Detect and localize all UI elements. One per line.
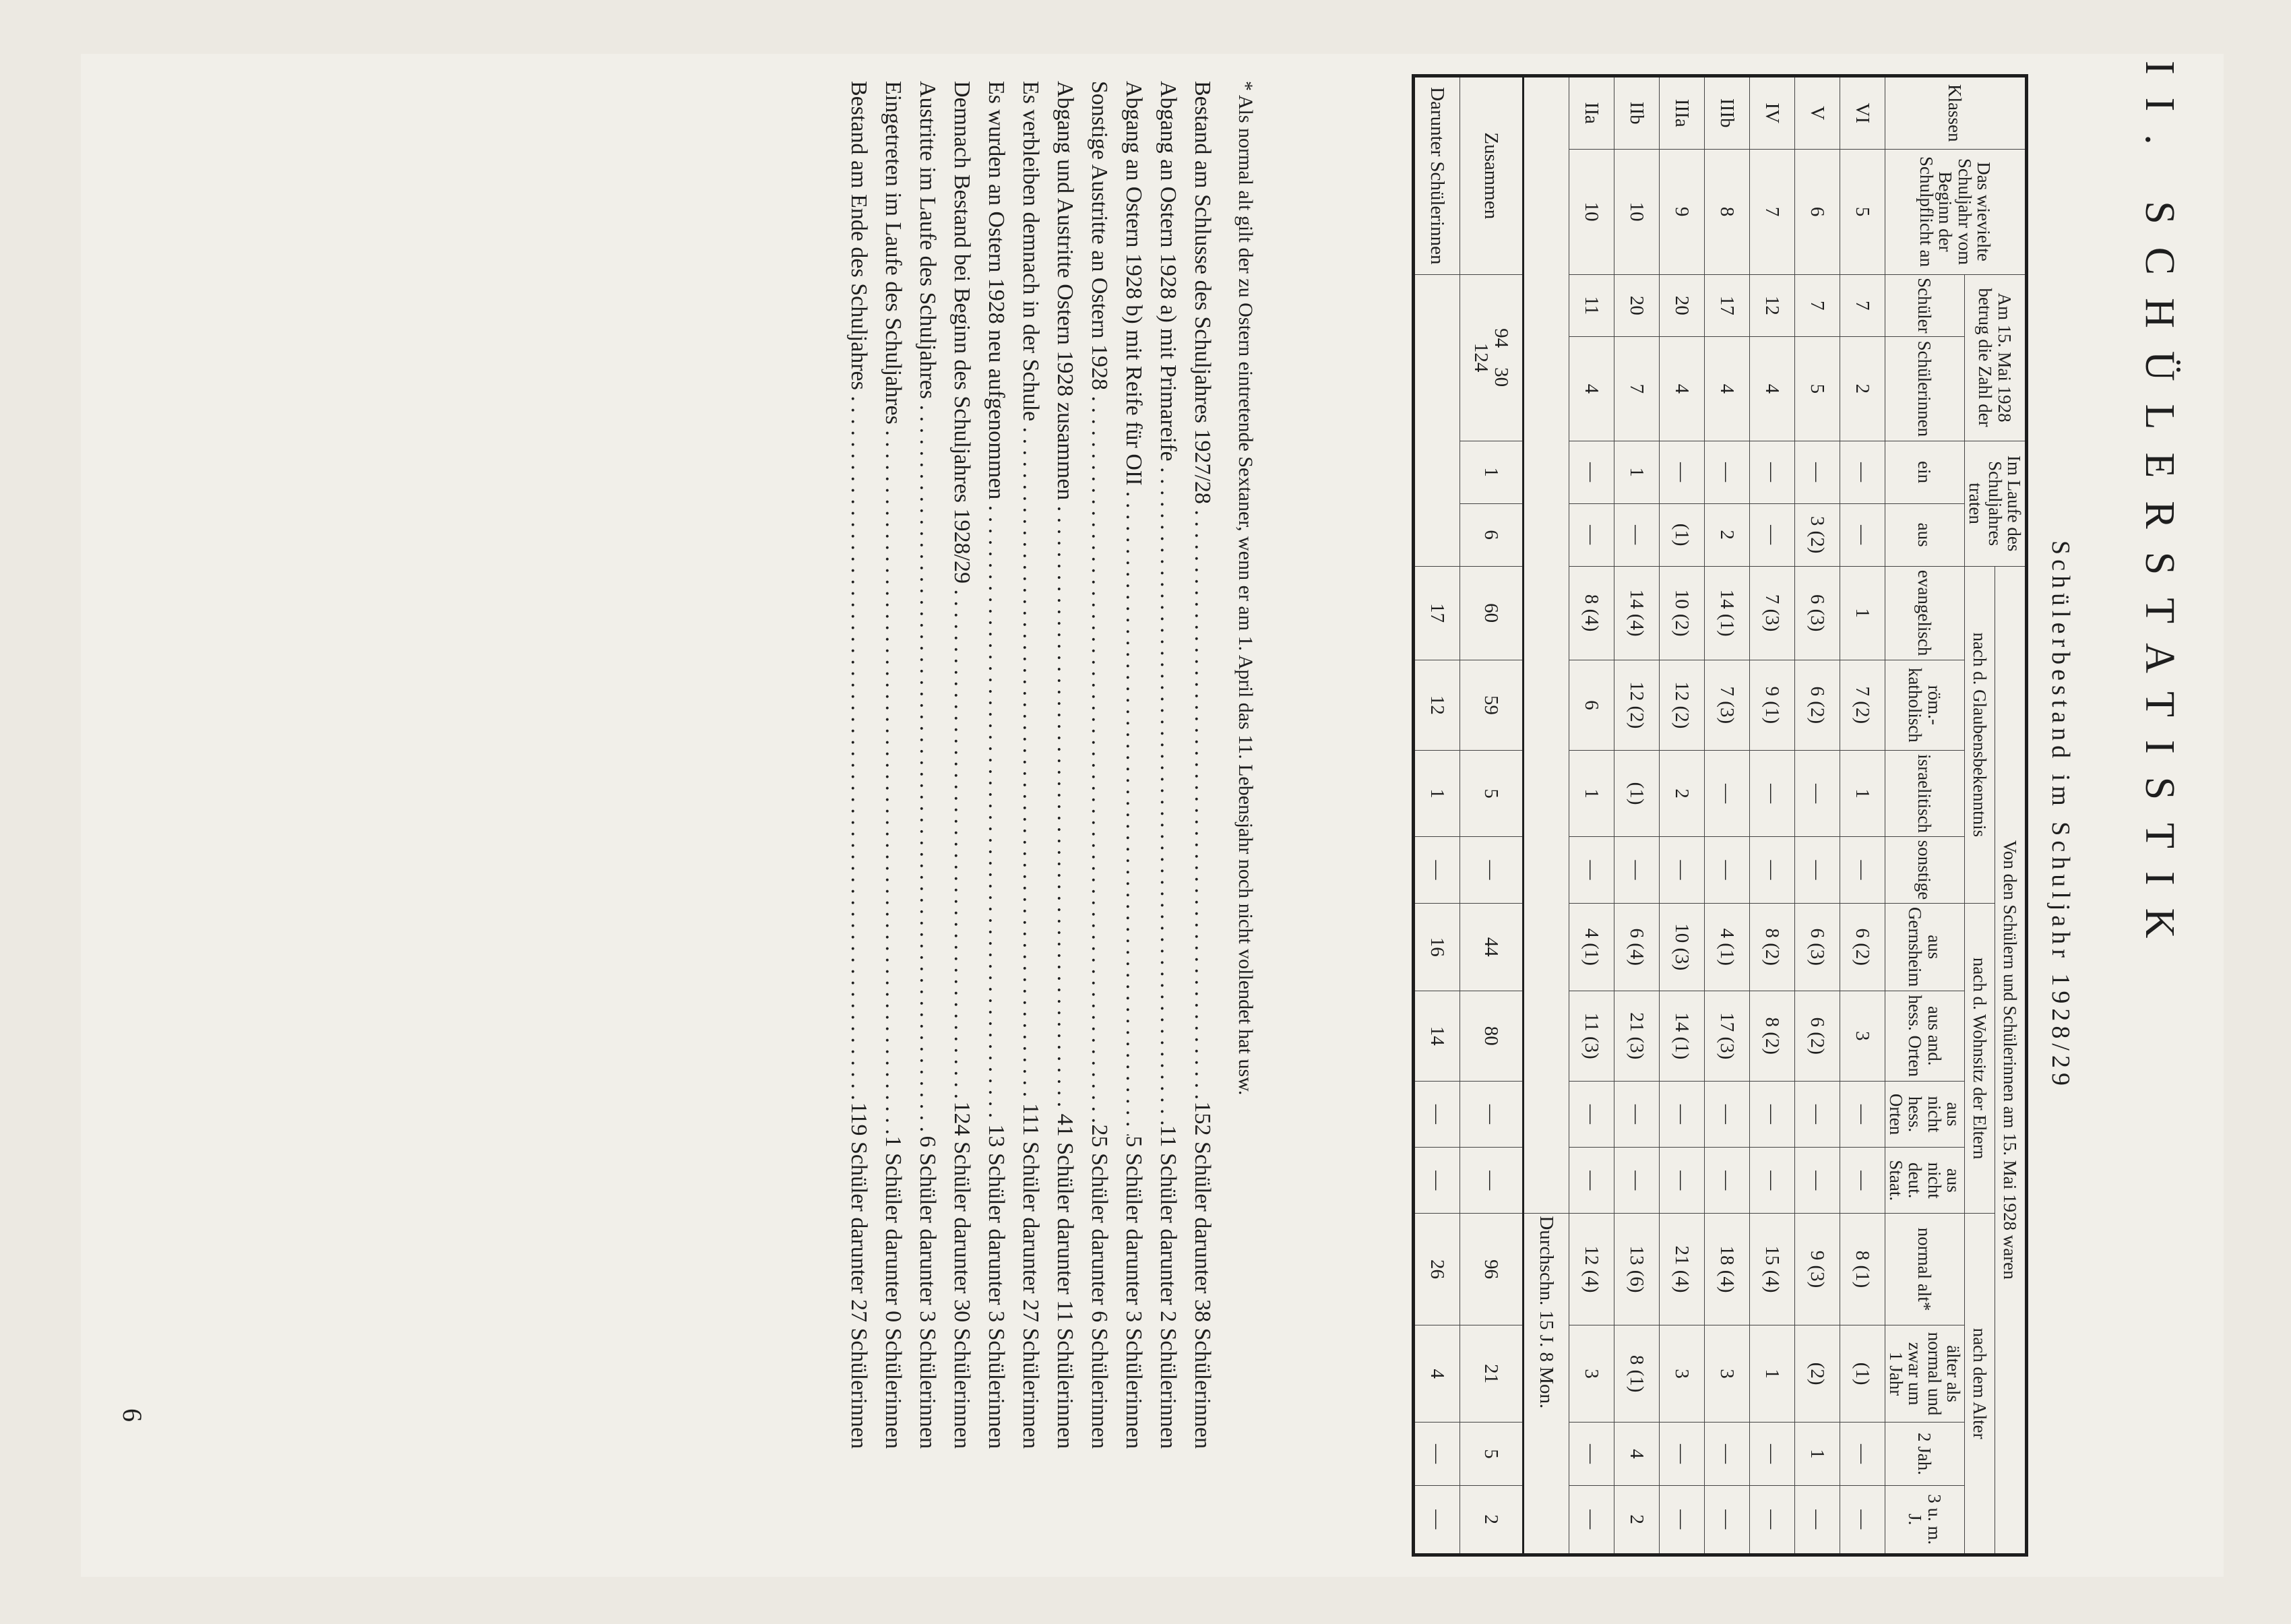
summary-value: 5 Schüler darunter 3 Schülerinnen (1121, 1135, 1147, 1449)
cell-nicht-deut: — (1614, 1148, 1659, 1214)
cell-evangelisch: 8 (4) (1569, 566, 1614, 660)
summary-row (945, 81, 979, 1449)
cell-aus: (1) (1659, 503, 1704, 566)
table-row (1840, 76, 1885, 1555)
average-age: Durchschn. 15 J. 8 Mon. (1523, 1214, 1569, 1555)
cell-gernsheim: 10 (3) (1659, 903, 1704, 991)
statistics-table-wrap (1412, 74, 2028, 1557)
total-1-jahr: 21 (1460, 1325, 1523, 1423)
summary-value: 25 Schüler darunter 6 Schülerinnen (1087, 1124, 1112, 1449)
table-row (1614, 76, 1659, 1555)
table-row (1794, 76, 1840, 1555)
cell-and-hess: 14 (1) (1659, 991, 1704, 1081)
cell-1-jahr: (1) (1840, 1325, 1885, 1423)
cell-israelitisch: 1 (1840, 751, 1885, 837)
header-schuljahr: Das wievielte Schuljahr vom Beginn der Schulpflicht an (1885, 149, 2026, 274)
cell-nicht-deut: — (1659, 1148, 1704, 1214)
cell-aus: — (1569, 503, 1614, 566)
summary-value: 152 Schüler darunter 38 Schülerinnen (1190, 1101, 1216, 1449)
total-sonstige: — (1460, 837, 1523, 904)
total-row (1460, 76, 1523, 1555)
cell-evangelisch: 14 (4) (1614, 566, 1659, 660)
total-schuelerinnen: 30 (1490, 367, 1513, 387)
cell-normal: 13 (6) (1614, 1214, 1659, 1325)
cell-and-hess: 3 (1840, 991, 1885, 1081)
cell-klasse: V (1794, 76, 1840, 150)
cell-evangelisch: 10 (2) (1659, 566, 1704, 660)
total-normal: 96 (1460, 1214, 1523, 1325)
summary-row (1082, 81, 1117, 1449)
cell-schuljahr: 6 (1794, 149, 1840, 274)
average-age-row (1523, 76, 1569, 1555)
summary-label: Sonstige Austritte an Ostern 1928 . . . (1087, 81, 1112, 1124)
cell-schueler: 7 (1840, 274, 1885, 337)
cell-schuelerinnen: 2 (1840, 337, 1885, 441)
cell-schuljahr: 5 (1840, 149, 1885, 274)
total-nicht-deut: — (1460, 1148, 1523, 1214)
summary-row (910, 81, 945, 1449)
cell-klasse: VI (1840, 76, 1885, 150)
sub-spacer (1413, 274, 1460, 566)
summary-value: 124 Schüler darunter 30 Schülerinnen (949, 1101, 975, 1449)
cell-klasse: IIb (1614, 76, 1659, 150)
header-im-laufe: Im Laufe des Schuljahres traten (1964, 441, 2026, 566)
total-and-hess: 80 (1460, 991, 1523, 1081)
cell-israelitisch: — (1794, 751, 1840, 837)
total-schueler: 94 (1490, 328, 1513, 348)
cell-ein: — (1749, 441, 1794, 503)
cell-and-hess: 17 (3) (1704, 991, 1749, 1081)
total-israelitisch: 5 (1460, 751, 1523, 837)
cell-schueler: 20 (1614, 274, 1659, 337)
cell-sonstige: — (1749, 837, 1794, 904)
cell-gernsheim: 4 (1) (1569, 903, 1614, 991)
cell-nicht-hess: — (1659, 1081, 1704, 1147)
header-nicht-deut: aus nicht deut. Staat. (1885, 1148, 1964, 1214)
table-row (1569, 76, 1614, 1555)
summary-list (842, 81, 1220, 1449)
cell-3-jahr: — (1794, 1485, 1840, 1555)
cell-schuljahr: 10 (1614, 149, 1659, 274)
sub-2-jahr: — (1413, 1423, 1460, 1485)
header-schuelerinnen: Schülerinnen (1885, 337, 1964, 441)
cell-ein: — (1659, 441, 1704, 503)
summary-row (1185, 81, 1220, 1449)
cell-and-hess: 8 (2) (1749, 991, 1794, 1081)
total-aus: 6 (1460, 503, 1523, 566)
cell-ein: — (1840, 441, 1885, 503)
header-wohnsitz: nach d. Wohnsitz der Eltern (1964, 903, 1995, 1213)
summary-value: 119 Schüler darunter 27 Schülerinnen (846, 1102, 872, 1449)
summary-row (1117, 81, 1151, 1449)
cell-evangelisch: 1 (1840, 566, 1885, 660)
cell-gernsheim: 8 (2) (1749, 903, 1794, 991)
cell-schuelerinnen: 7 (1614, 337, 1659, 441)
cell-schueler: 11 (1569, 274, 1614, 337)
cell-nicht-deut: — (1840, 1148, 1885, 1214)
cell-sonstige: — (1659, 837, 1704, 904)
cell-schuelerinnen: 4 (1704, 337, 1749, 441)
cell-normal: 18 (4) (1704, 1214, 1749, 1325)
cell-katholisch: 7 (2) (1840, 660, 1885, 750)
sub-3-jahr: — (1413, 1485, 1460, 1555)
cell-3-jahr: — (1840, 1485, 1885, 1555)
summary-value: 6 Schüler darunter 3 Schülerinnen (915, 1135, 941, 1449)
total-label: Zusammen (1460, 76, 1523, 275)
summary-label: Austritte im Laufe des Schuljahres . . . (915, 81, 941, 1135)
header-ein: ein (1885, 441, 1964, 503)
cell-aus: — (1840, 503, 1885, 566)
summary-row (979, 81, 1013, 1449)
header-and-hess: aus and. hess. Orten (1885, 991, 1964, 1081)
cell-ein: — (1794, 441, 1840, 503)
sub-normal: 26 (1413, 1214, 1460, 1325)
header-zahl: Am 15. Mai 1928 betrug die Zahl der (1964, 274, 2026, 441)
cell-katholisch: 7 (3) (1704, 660, 1749, 750)
summary-label: Bestand am Ende des Schuljahres . . . (846, 81, 872, 1102)
cell-nicht-hess: — (1704, 1081, 1749, 1147)
cell-1-jahr: 3 (1569, 1325, 1614, 1423)
cell-aus: 2 (1704, 503, 1749, 566)
average-age-spacer (1523, 76, 1569, 1214)
cell-normal: 21 (4) (1659, 1214, 1704, 1325)
header-israelitisch: israelitisch (1885, 751, 1964, 837)
header-klassen: Klassen (1885, 76, 2026, 150)
header-aus: aus (1885, 503, 1964, 566)
cell-sonstige: — (1704, 837, 1749, 904)
cell-schueler: 20 (1659, 274, 1704, 337)
cell-1-jahr: 3 (1704, 1325, 1749, 1423)
total-nicht-hess: — (1460, 1081, 1523, 1147)
cell-schueler: 17 (1704, 274, 1749, 337)
summary-row (842, 81, 876, 1449)
sub-label: Darunter Schülerinnen (1413, 76, 1460, 275)
cell-schueler: 7 (1794, 274, 1840, 337)
header-gernsheim: aus Gernsheim (1885, 903, 1964, 991)
summary-row (1013, 81, 1048, 1449)
cell-israelitisch: — (1704, 751, 1749, 837)
header-3-jahr: 3 u. m. J. (1885, 1485, 1964, 1555)
cell-israelitisch: — (1749, 751, 1794, 837)
cell-katholisch: 6 (1569, 660, 1614, 750)
sub-evangelisch: 17 (1413, 566, 1460, 660)
cell-2-jahr: — (1704, 1423, 1749, 1485)
cell-sonstige: — (1840, 837, 1885, 904)
cell-and-hess: 6 (2) (1794, 991, 1840, 1081)
cell-gernsheim: 6 (3) (1794, 903, 1840, 991)
total-2-jahr: 5 (1460, 1423, 1523, 1485)
cell-schuelerinnen: 5 (1794, 337, 1840, 441)
cell-nicht-deut: — (1569, 1148, 1614, 1214)
cell-schuelerinnen: 4 (1569, 337, 1614, 441)
total-ein: 1 (1460, 441, 1523, 503)
summary-row (1151, 81, 1185, 1449)
header-sonstige: sonstige (1885, 837, 1964, 904)
cell-nicht-hess: — (1749, 1081, 1794, 1147)
cell-israelitisch: (1) (1614, 751, 1659, 837)
cell-schuljahr: 8 (1704, 149, 1749, 274)
cell-gernsheim: 4 (1) (1704, 903, 1749, 991)
total-evangelisch: 60 (1460, 566, 1523, 660)
header-glauben: nach d. Glaubensbekenntnis (1964, 566, 1995, 903)
cell-klasse: IV (1749, 76, 1794, 150)
cell-katholisch: 6 (2) (1794, 660, 1840, 750)
cell-3-jahr: — (1749, 1485, 1794, 1555)
sub-katholisch: 12 (1413, 660, 1460, 750)
cell-evangelisch: 6 (3) (1794, 566, 1840, 660)
schuelerinnen-row (1413, 76, 1460, 1555)
summary-label: Abgang und Austritte Ostern 1928 zusammen . . . (1053, 81, 1078, 1114)
cell-evangelisch: 14 (1) (1704, 566, 1749, 660)
header-1-jahr (1885, 1325, 1964, 1423)
cell-1-jahr: 1 (1749, 1325, 1794, 1423)
cell-israelitisch: 1 (1569, 751, 1614, 837)
summary-value: 11 Schüler darunter 2 Schülerinnen (1156, 1125, 1181, 1449)
cell-gernsheim: 6 (2) (1840, 903, 1885, 991)
cell-schuljahr: 10 (1569, 149, 1614, 274)
cell-2-jahr: — (1840, 1423, 1885, 1485)
sub-sonstige: — (1413, 837, 1460, 904)
summary-value: 13 Schüler darunter 3 Schülerinnen (984, 1124, 1009, 1449)
header-normal-alt: normal alt* (1885, 1214, 1964, 1325)
cell-sonstige: — (1614, 837, 1659, 904)
cell-3-jahr: — (1659, 1485, 1704, 1555)
cell-3-jahr: — (1569, 1485, 1614, 1555)
cell-1-jahr: 8 (1) (1614, 1325, 1659, 1423)
header-aelter: älter als normal und zwar um (1905, 1332, 1964, 1416)
cell-3-jahr: — (1704, 1485, 1749, 1555)
summary-label: Es wurden an Ostern 1928 neu aufgenommen . . . (984, 81, 1009, 1124)
cell-1-jahr: 3 (1659, 1325, 1704, 1423)
summary-label: Bestand am Schlusse des Schuljahres 1927/28 . . . (1190, 81, 1216, 1101)
cell-2-jahr: — (1569, 1423, 1614, 1485)
summary-value: 111 Schüler darunter 27 Schülerinnen (1018, 1102, 1044, 1449)
table-row (1749, 76, 1794, 1555)
cell-normal: 8 (1) (1840, 1214, 1885, 1325)
header-von-den: Von den Schülern und Schülerinnen am 15. Mai 1928 waren (1995, 566, 2026, 1555)
table-row (1659, 76, 1704, 1555)
page-number: 6 (117, 1408, 148, 1422)
cell-israelitisch: 2 (1659, 751, 1704, 837)
total-gernsheim: 44 (1460, 903, 1523, 991)
cell-ein: — (1704, 441, 1749, 503)
cell-2-jahr: — (1659, 1423, 1704, 1485)
rotated-content (47, 61, 2203, 1570)
cell-2-jahr: — (1749, 1423, 1794, 1485)
cell-schuelerinnen: 4 (1749, 337, 1794, 441)
cell-nicht-hess: — (1569, 1081, 1614, 1147)
total-combined: 124 (1470, 342, 1492, 373)
cell-schuelerinnen: 4 (1659, 337, 1704, 441)
cell-normal: 9 (3) (1794, 1214, 1840, 1325)
header-evangelisch: evangelisch (1885, 566, 1964, 660)
summary-row (1048, 81, 1082, 1449)
cell-normal: 12 (4) (1569, 1214, 1614, 1325)
table-title: Schülerbestand im Schuljahr 1928/29 (2046, 540, 2075, 1090)
cell-aus: 3 (2) (1794, 503, 1840, 566)
statistics-table (1412, 74, 2028, 1557)
header-schueler: Schüler (1885, 274, 1964, 337)
cell-schueler: 12 (1749, 274, 1794, 337)
summary-label: Eingetreten im Laufe des Schuljahres . . . (881, 81, 906, 1135)
cell-katholisch: 9 (1) (1749, 660, 1794, 750)
cell-ein: 1 (1614, 441, 1659, 503)
cell-klasse: IIa (1569, 76, 1614, 150)
cell-katholisch: 12 (2) (1614, 660, 1659, 750)
cell-aus: — (1614, 503, 1659, 566)
header-1-jahr-label: 1 Jahr (1885, 1351, 1906, 1396)
cell-katholisch: 12 (2) (1659, 660, 1704, 750)
cell-nicht-deut: — (1749, 1148, 1794, 1214)
header-2-jahr: 2 Jah. (1885, 1423, 1964, 1485)
cell-evangelisch: 7 (3) (1749, 566, 1794, 660)
summary-row (876, 81, 910, 1449)
cell-nicht-hess: — (1840, 1081, 1885, 1147)
sub-nicht-deut: — (1413, 1148, 1460, 1214)
cell-nicht-hess: — (1614, 1081, 1659, 1147)
cell-schuljahr: 9 (1659, 149, 1704, 274)
section-heading: II. SCHÜLERSTATISTIK (2137, 61, 2183, 962)
cell-schuljahr: 7 (1749, 149, 1794, 274)
header-alter: nach dem Alter (1964, 1214, 1995, 1555)
cell-klasse: IIIb (1704, 76, 1749, 150)
cell-1-jahr: (2) (1794, 1325, 1840, 1423)
cell-nicht-deut: — (1794, 1148, 1840, 1214)
sub-gernsheim: 16 (1413, 903, 1460, 991)
footnote: * Als normal alt gilt der zu Ostern eintretende Sextaner, wenn er am 1. April das 11. Lebensjahr noch nicht vollendet hat usw. (1234, 81, 1257, 1096)
cell-nicht-hess: — (1794, 1081, 1840, 1147)
total-3-jahr: 2 (1460, 1485, 1523, 1555)
summary-value: 41 Schüler darunter 11 Schülerinnen (1053, 1113, 1078, 1449)
cell-and-hess: 21 (3) (1614, 991, 1659, 1081)
cell-nicht-deut: — (1704, 1148, 1749, 1214)
cell-aus: — (1749, 503, 1794, 566)
cell-3-jahr: 2 (1614, 1485, 1659, 1555)
cell-2-jahr: 4 (1614, 1423, 1659, 1485)
header-nicht-hess: aus nicht hess. Orten (1885, 1081, 1964, 1147)
cell-klasse: IIIa (1659, 76, 1704, 150)
cell-and-hess: 11 (3) (1569, 991, 1614, 1081)
summary-label: Demnach Bestand bei Beginn des Schuljahres 1928/29 . . . (949, 81, 975, 1101)
cell-gernsheim: 6 (4) (1614, 903, 1659, 991)
sub-israelitisch: 1 (1413, 751, 1460, 837)
cell-sonstige: — (1569, 837, 1614, 904)
header-row-1 (1995, 76, 2026, 1555)
cell-normal: 15 (4) (1749, 1214, 1794, 1325)
cell-sonstige: — (1794, 837, 1840, 904)
sub-nicht-hess: — (1413, 1081, 1460, 1147)
summary-value: 1 Schüler darunter 0 Schülerinnen (881, 1135, 906, 1449)
total-count-cell (1460, 274, 1523, 441)
cell-2-jahr: 1 (1794, 1423, 1840, 1485)
cell-ein: — (1569, 441, 1614, 503)
total-katholisch: 59 (1460, 660, 1523, 750)
summary-label: Abgang an Ostern 1928 a) mit Primareife . . . (1156, 81, 1181, 1125)
summary-label: Abgang an Ostern 1928 b) mit Reife für OII . . . (1121, 81, 1147, 1135)
table-row (1704, 76, 1749, 1555)
header-katholisch: röm.-katholisch (1885, 660, 1964, 750)
summary-label: Es verbleiben demnach in der Schule . . . (1018, 81, 1044, 1103)
header-row-3 (1885, 76, 1964, 1555)
sub-and-hess: 14 (1413, 991, 1460, 1081)
sub-1-jahr: 4 (1413, 1325, 1460, 1423)
